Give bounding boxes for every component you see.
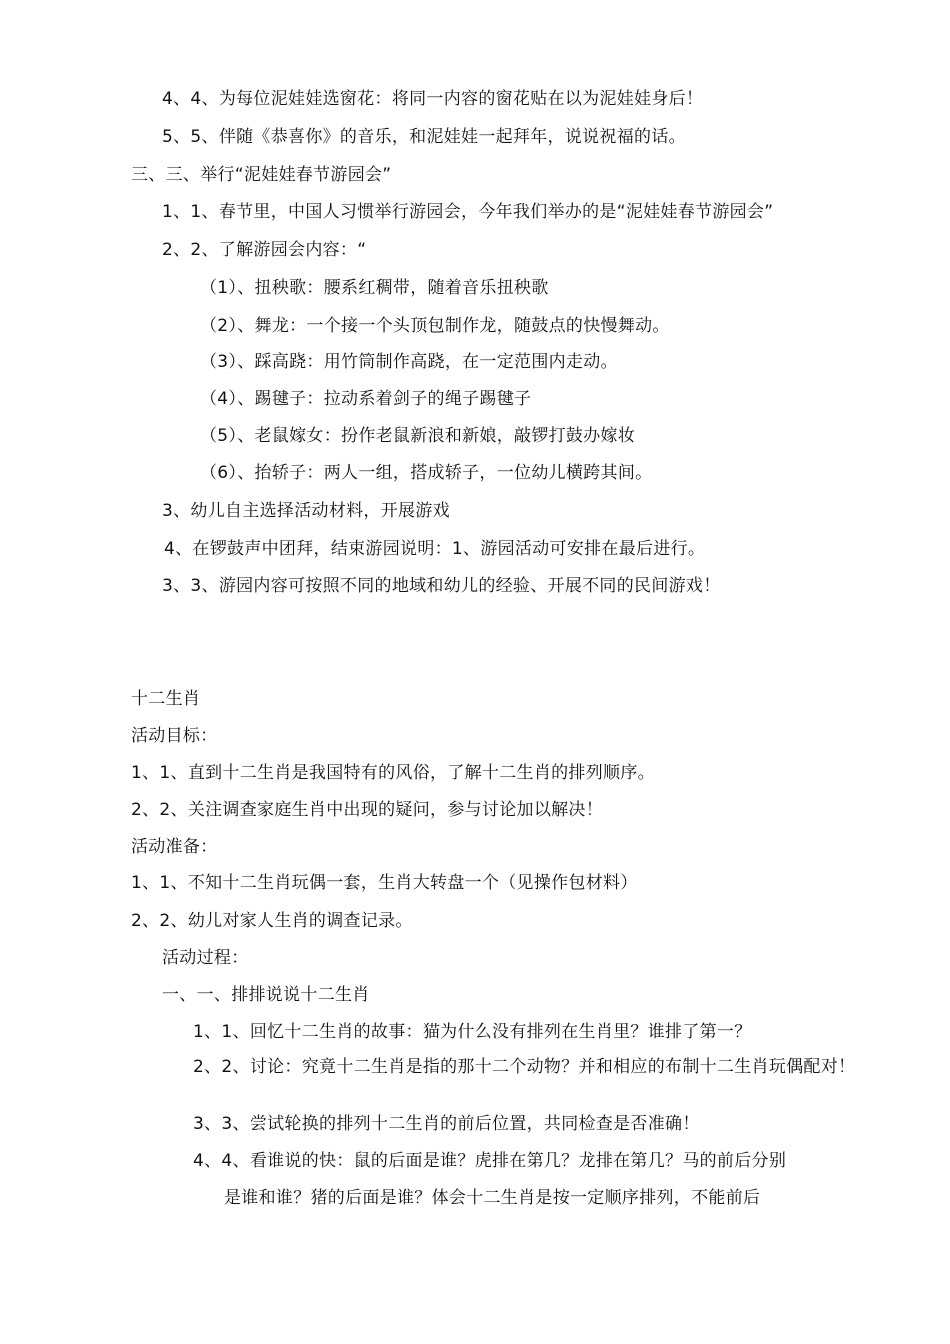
- list-item: 3、3、游园内容可按照不同的地域和幼儿的经验、开展不同的民间游戏！: [162, 576, 721, 596]
- list-item: （3）、踩高跷：用竹筒制作高跷，在一定范围内走动。: [200, 352, 618, 372]
- list-item: 4、4、为每位泥娃娃选窗花：将同一内容的窗花贴在以为泥娃娃身后！: [162, 89, 704, 109]
- list-item: （1）、扭秧歌：腰系红稠带，随着音乐扭秧歌: [200, 278, 549, 298]
- section-heading: 三、三、举行“泥娃娃春节游园会”: [131, 165, 392, 185]
- list-item: 3、幼儿自主选择活动材料，开展游戏: [162, 501, 450, 521]
- list-item: 1、1、不知十二生肖玩偶一套，生肖大转盘一个（见操作包材料）: [131, 873, 638, 893]
- list-item: （6）、抬轿子：两人一组，搭成轿子，一位幼儿横跨其间。: [200, 463, 653, 483]
- list-item: （2）、舞龙：一个接一个头顶包制作龙，随鼓点的快慢舞动。: [200, 316, 670, 336]
- list-item: （4）、踢毽子：拉动系着剑子的绳子踢毽子: [200, 389, 532, 409]
- prep-heading: 活动准备：: [131, 837, 218, 857]
- list-item: 5、5、伴随《恭喜你》的音乐，和泥娃娃一起拜年，说说祝福的话。: [162, 127, 686, 147]
- page-title: 十二生肖: [131, 689, 201, 709]
- list-item: （5）、老鼠嫁女：扮作老鼠新浪和新娘，敲锣打鼓办嫁妆: [200, 426, 636, 446]
- list-item: 1、1、回忆十二生肖的故事：猫为什么没有排列在生肖里？谁排了第一？: [193, 1022, 752, 1042]
- list-item: 3、3、尝试轮换的排列十二生肖的前后位置，共同检查是否准确！: [193, 1114, 700, 1134]
- list-item: 2、2、了解游园会内容：“: [162, 240, 367, 260]
- list-item: 2、2、幼儿对家人生肖的调查记录。: [131, 911, 413, 931]
- list-item: 1、1、直到十二生肖是我国特有的风俗，了解十二生肖的排列顺序。: [131, 763, 655, 783]
- goals-heading: 活动目标：: [131, 726, 218, 746]
- list-item: 2、2、关注调查家庭生肖中出现的疑问，参与讨论加以解决！: [131, 800, 604, 820]
- list-item: 4、在锣鼓声中团拜，结束游园说明：1、游园活动可安排在最后进行。: [164, 539, 706, 559]
- list-item: 1、1、春节里，中国人习惯举行游园会，今年我们举办的是“泥娃娃春节游园会”: [162, 202, 774, 222]
- process-heading: 活动过程：: [162, 948, 249, 968]
- list-item: 4、4、看谁说的快：鼠的后面是谁？虎排在第几？龙排在第几？马的前后分别: [193, 1151, 787, 1171]
- list-item-continuation: 是谁和谁？猪的后面是谁？体会十二生肖是按一定顺序排列，不能前后: [224, 1188, 761, 1208]
- section-heading: 一、一、排排说说十二生肖: [162, 985, 370, 1005]
- list-item: 2、2、讨论：究竟十二生肖是指的那十二个动物？并和相应的布制十二生肖玩偶配对！: [193, 1057, 856, 1077]
